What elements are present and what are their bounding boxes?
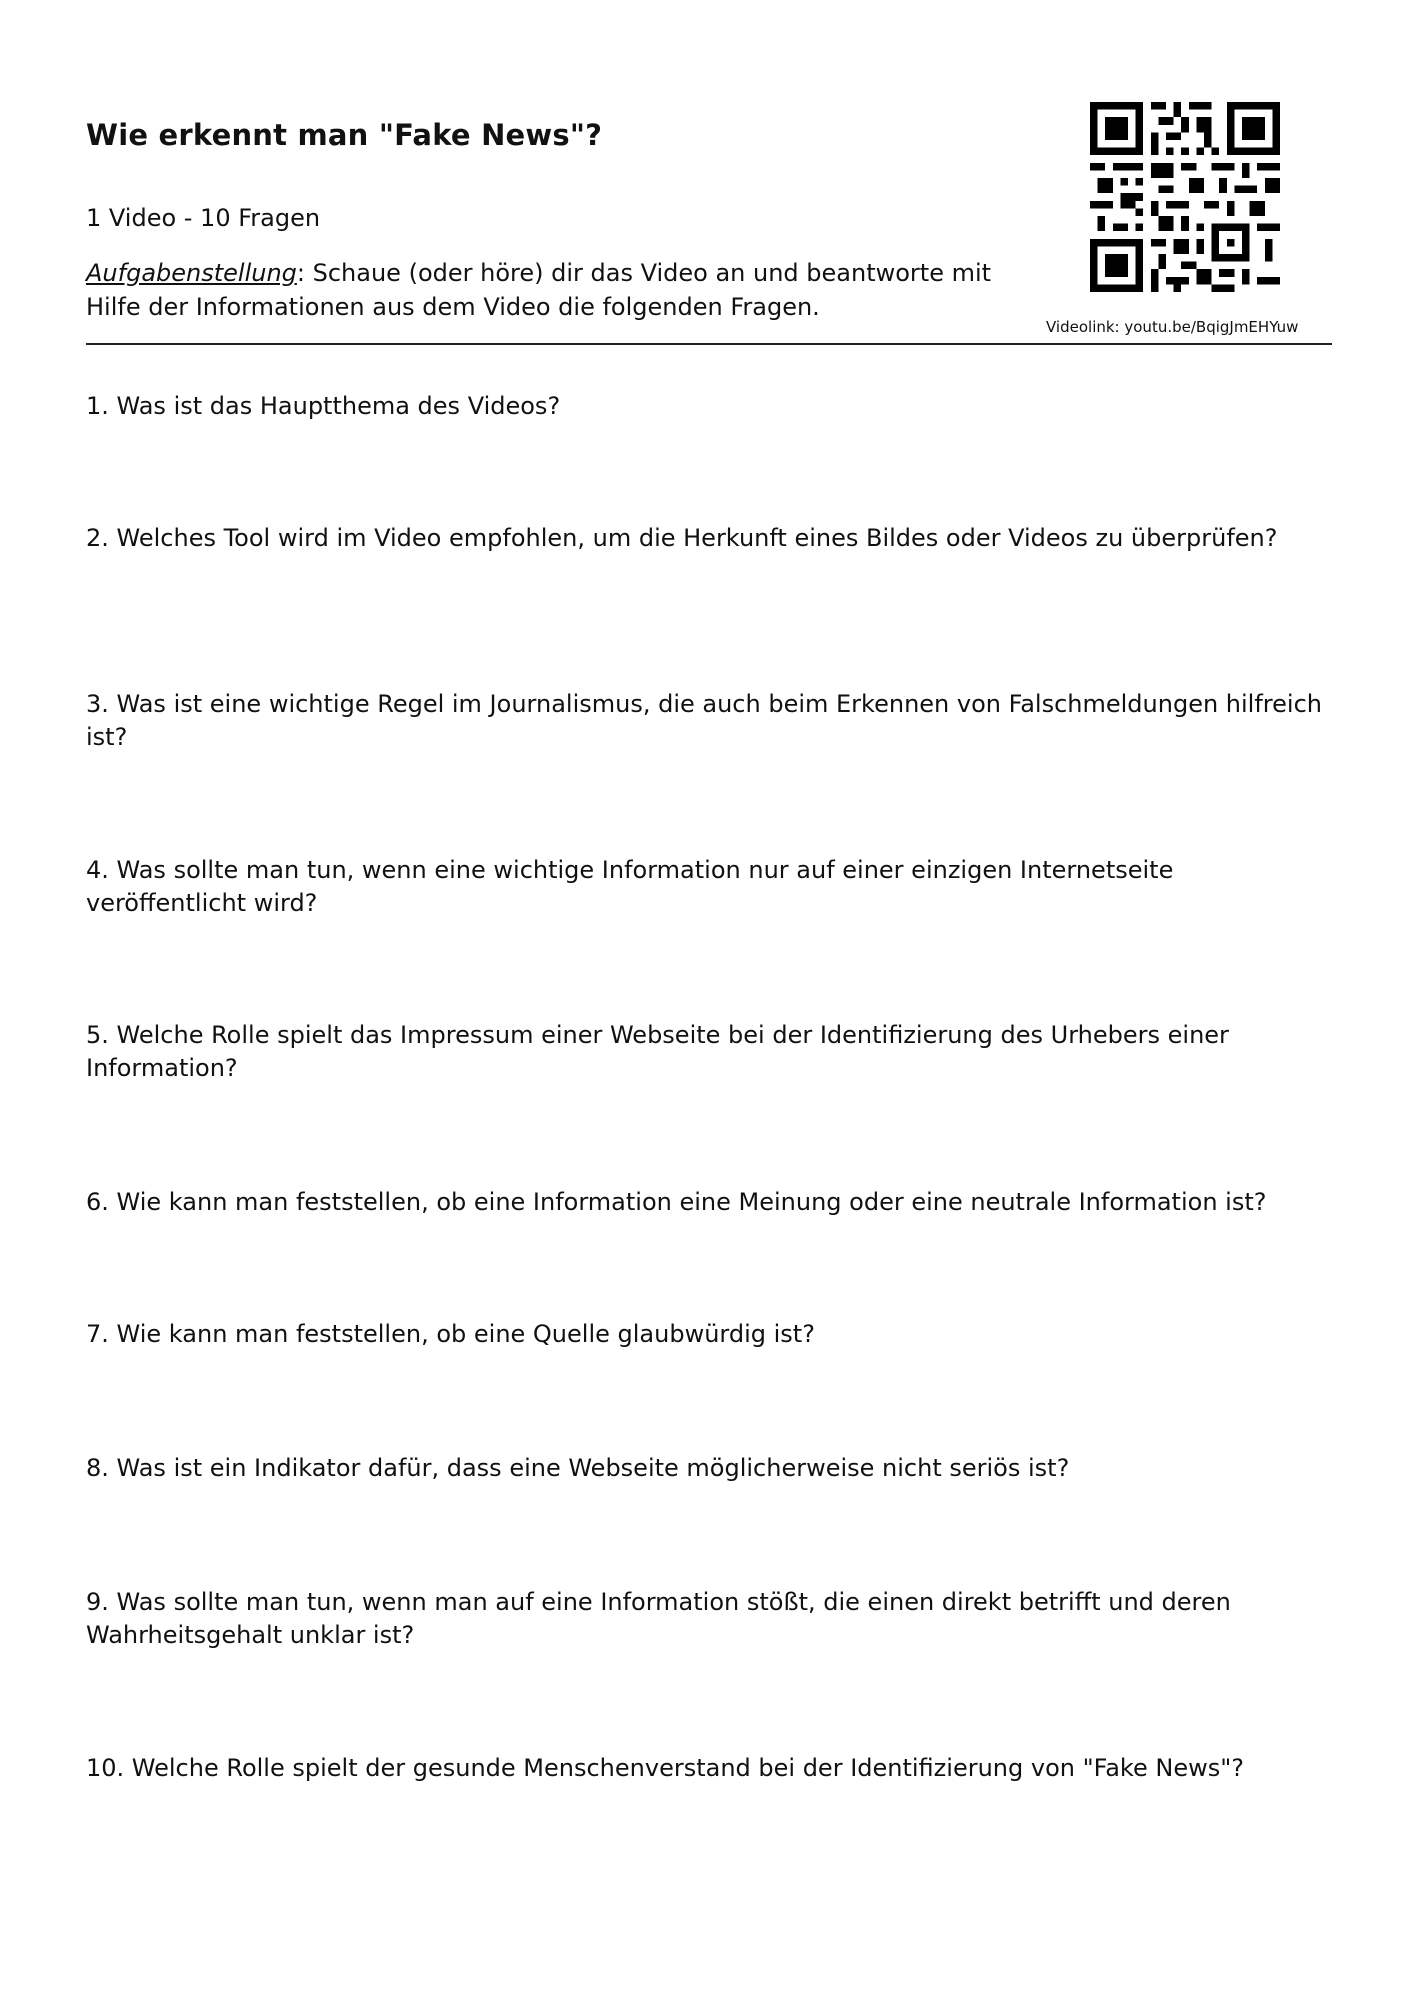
page-title: Wie erkennt man "Fake News"? <box>86 118 603 152</box>
task-text: : Schaue (oder höre) dir das Video an und beantworte mit Hilfe der Informationen aus dem Video die folgenden Fragen. <box>86 259 992 321</box>
header-divider <box>86 343 1332 345</box>
qr-code-icon <box>1090 102 1280 292</box>
question-9: 9. Was sollte man tun, wenn man auf eine Information stößt, die einen direkt betrifft und deren Wahrheitsgehalt unklar ist? <box>86 1588 1231 1649</box>
question-7: 7. Wie kann man feststellen, ob eine Quelle glaubwürdig ist? <box>86 1320 815 1348</box>
question-6: 6. Wie kann man feststellen, ob eine Information eine Meinung oder eine neutrale Information ist? <box>86 1188 1267 1216</box>
question-4: 4. Was sollte man tun, wenn eine wichtige Information nur auf einer einzigen Internetseite veröffentlicht wird? <box>86 856 1174 917</box>
question-5: 5. Welche Rolle spielt das Impressum einer Webseite bei der Identifizierung des Urhebers einer Information? <box>86 1021 1229 1082</box>
task-label: Aufgabenstellung <box>86 259 297 287</box>
question-8: 8. Was ist ein Indikator dafür, dass eine Webseite möglicherweise nicht seriös ist? <box>86 1454 1070 1482</box>
task-instructions <box>86 256 1036 324</box>
question-10: 10. Welche Rolle spielt der gesunde Menschenverstand bei der Identifizierung von "Fake News"? <box>86 1754 1244 1782</box>
question-3: 3. Was ist eine wichtige Regel im Journalismus, die auch beim Erkennen von Falschmeldungen hilfreich ist? <box>86 690 1322 751</box>
question-1: 1. Was ist das Hauptthema des Videos? <box>86 392 561 420</box>
question-2: 2. Welches Tool wird im Video empfohlen, um die Herkunft eines Bildes oder Videos zu überprüfen? <box>86 524 1278 552</box>
subtitle: 1 Video - 10 Fragen <box>86 204 321 232</box>
video-link: Videolink: youtu.be/BqigJmEHYuw <box>1046 318 1299 336</box>
